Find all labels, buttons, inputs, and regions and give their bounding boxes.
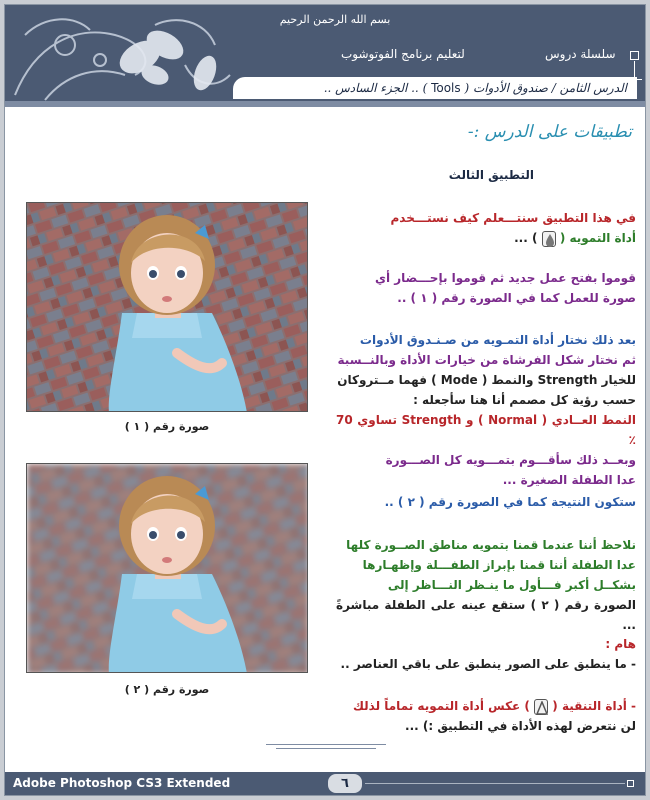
application-title: التطبيق الثالث — [448, 168, 534, 182]
p3-line-c: للخيار Strength والنمط ( Mode ) فهما مــتروكان — [337, 373, 636, 387]
photo-1 — [26, 202, 308, 412]
p3-line-g: عدا الطفلة الصغيرة ... — [502, 473, 636, 487]
p6-label: هام : — [605, 637, 636, 651]
p6-line-a: - ما ينطبق على الصور ينطبق على باقي العناصر .. — [340, 657, 636, 671]
p3-line-d: حسب رؤية كل مصمم أنا هنا سأجعله : — [413, 393, 636, 407]
series-label: سلسلة دروس — [545, 47, 616, 61]
basmala: بسم الله الرحمن الرحيم — [279, 13, 391, 26]
page-number: ٦ — [328, 774, 362, 793]
p5-line-c: بشكــل أكبر فـــأول ما ينـظر النـــاظر إلى — [387, 578, 636, 592]
p1-line-a: في هذا التطبيق سنتـــعلم كيف نستـــخدم — [390, 211, 636, 225]
sharpen-tool-icon — [534, 699, 548, 715]
paragraph-observation — [336, 535, 636, 635]
breadcrumb-lesson: الدرس الثامن / صندوق الأدوات ( — [464, 81, 627, 95]
page-footer — [5, 772, 645, 795]
section-title: تطبيقات على الدرس :- — [467, 122, 632, 142]
paragraph-intro — [336, 208, 636, 248]
floral-ornament-icon — [5, 5, 235, 105]
breadcrumb — [233, 77, 637, 99]
p2-line-a: قوموا بفتح عمل جديد ثم قوموا بإحـــضار أي — [374, 271, 636, 285]
paragraph-important — [336, 634, 636, 674]
page-header — [5, 5, 645, 117]
p7-line-c: لن نتعرض لهذه الأداة في التطبيق :) ... — [405, 719, 636, 733]
p3-line-e: النمط العــادي ( Normal ) و Strength تساوي 70 ٪ — [336, 413, 636, 447]
p5-line-b: عدا الطفلة أننا قمنا بإبراز الطفـــلة وإظهـارها — [362, 558, 636, 572]
p1-line-c: ) ... — [514, 231, 538, 245]
breadcrumb-tools: Tools — [431, 81, 461, 95]
breadcrumb-part: ) .. الجزء السادس .. — [323, 81, 428, 95]
footer-marker-icon — [627, 780, 634, 787]
footer-rule — [365, 783, 625, 784]
p3-line-a: بعد ذلك نختار أداة التمـويه من صـنـدوق الأدوات — [359, 333, 636, 347]
photo-2 — [26, 463, 308, 673]
p2-line-b: صورة للعمل كما في الصورة رقم ( ١ ) .. — [397, 291, 636, 305]
p4-line: ستكون النتيجة كما في الصورة رقم ( ٢ ) .. — [384, 495, 636, 509]
paragraph-sharpen-note — [336, 696, 636, 736]
blur-tool-icon — [542, 231, 556, 247]
paragraph-open-file — [336, 268, 636, 308]
footer-product: Adobe Photoshop CS3 Extended — [13, 776, 231, 790]
program-label: لتعليم برنامج الفوتوشوب — [341, 47, 465, 61]
photo-1-caption: صورة رقم ( ١ ) — [124, 420, 210, 433]
photo-2-caption: صورة رقم ( ٢ ) — [124, 683, 210, 696]
girl-photo-icon — [27, 203, 308, 412]
girl-photo-blurred-icon — [27, 464, 308, 673]
p3-line-b: ثم نختار شكل الفرشاة من خيارات الأداة وبالنــسبة — [337, 353, 636, 367]
paragraph-result — [336, 492, 636, 512]
p7-line-b: ) عكس أداة التمويه تماماً لذلك — [352, 699, 530, 713]
paragraph-steps — [336, 330, 636, 490]
p5-line-a: نلاحظ أننا عندما قمنا بتمويه مناطق الصــورة كلها — [346, 538, 636, 552]
header-divider-light — [5, 107, 645, 117]
series-marker-icon — [630, 51, 639, 60]
p1-line-b: أداة التمويه ( — [559, 231, 636, 245]
p5-line-d: الصورة رقم ( ٢ ) ستقع عينه على الطفلة مباشرةً ... — [336, 598, 636, 632]
p7-line-a: - أداة التنقية ( — [552, 699, 636, 713]
end-divider — [266, 744, 386, 752]
p3-line-f: وبعــد ذلك سأقـــوم بتمـــويه كل الصـــورة — [385, 453, 636, 467]
